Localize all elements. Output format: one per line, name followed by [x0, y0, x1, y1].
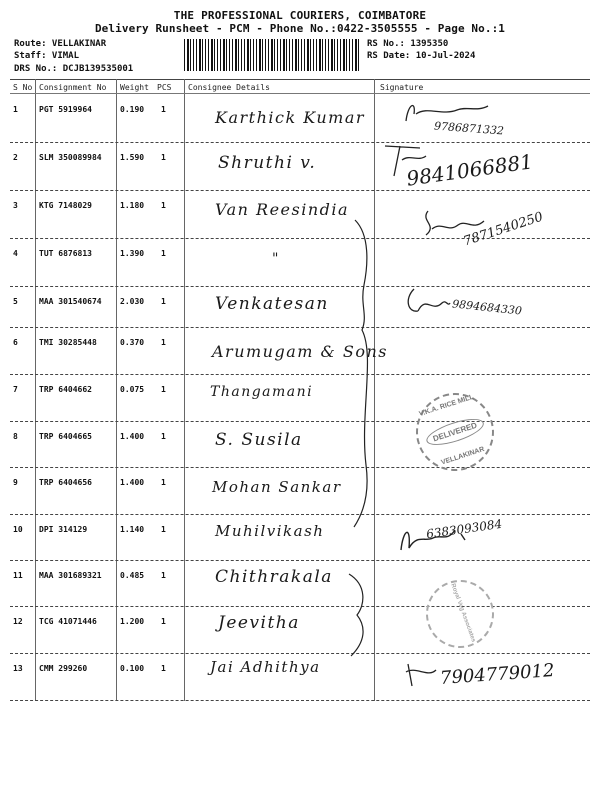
row-separator	[10, 421, 590, 422]
row-separator	[10, 190, 590, 191]
row-weight: 0.370	[120, 338, 145, 347]
row-sno: 1	[13, 105, 18, 114]
signature-phone: 9841066881	[404, 149, 535, 191]
row-sno: 5	[13, 297, 18, 306]
row-separator	[10, 467, 590, 468]
handwritten-brace-mark	[345, 570, 375, 660]
consignee-name: Chithrakala	[215, 567, 333, 587]
consignment-number: TUT 6876813	[39, 249, 92, 258]
signature-scribble	[395, 520, 475, 555]
row-weight: 0.485	[120, 571, 145, 580]
row-sno: 8	[13, 432, 18, 441]
signature-scribble	[402, 285, 452, 320]
consignment-number: TRP 6404665	[39, 432, 92, 441]
header-rule	[10, 93, 590, 94]
row-sno: 13	[13, 664, 23, 673]
consignee-name: S. Susila	[215, 430, 303, 450]
row-separator	[10, 606, 590, 607]
row-weight: 1.180	[120, 201, 145, 210]
signature-phone: 9894684330	[451, 297, 523, 318]
row-weight: 1.200	[120, 617, 145, 626]
consignment-number: MAA 301689321	[39, 571, 102, 580]
row-weight: 1.590	[120, 153, 145, 162]
row-separator	[10, 374, 590, 375]
row-pcs: 1	[161, 571, 166, 580]
column-divider	[35, 79, 36, 701]
stamp-text: Royal Veg Associates	[449, 582, 477, 644]
row-weight: 1.390	[120, 249, 145, 258]
consignee-name: Karthick Kumar	[215, 108, 365, 127]
rs-date: RS Date: 10-Jul-2024	[367, 51, 476, 61]
row-pcs: 1	[161, 249, 166, 258]
col-header-sno: S No	[13, 83, 33, 92]
row-separator	[10, 327, 590, 328]
handwritten-brace-mark	[350, 215, 380, 535]
signature-phone: 7871540250	[461, 209, 546, 250]
signature-phone: 9786871332	[433, 119, 505, 138]
row-sno: 12	[13, 617, 23, 626]
row-weight: 2.030	[120, 297, 145, 306]
consignment-number: PGT 5919964	[39, 105, 92, 114]
row-separator	[10, 560, 590, 561]
row-weight: 0.190	[120, 105, 145, 114]
row-sno: 9	[13, 478, 18, 487]
signature-scribble	[402, 96, 492, 126]
row-separator	[10, 286, 590, 287]
staff-label: Staff: VIMAL	[14, 51, 80, 61]
row-pcs: 1	[161, 153, 166, 162]
col-header-consignment: Consignment No	[39, 83, 107, 92]
row-pcs: 1	[161, 105, 166, 114]
column-divider	[184, 79, 185, 701]
row-sno: 7	[13, 385, 18, 394]
col-header-signature: Signature	[380, 83, 424, 92]
consignment-number: MAA 301540674	[39, 297, 102, 306]
row-pcs: 1	[161, 617, 166, 626]
row-sno: 3	[13, 201, 18, 210]
row-sno: 4	[13, 249, 18, 258]
consignment-number: CMM 299260	[39, 664, 88, 673]
consignee-name: Venkatesan	[215, 294, 329, 314]
row-pcs: 1	[161, 201, 166, 210]
consignment-number: TRP 6404662	[39, 385, 92, 394]
consignment-number: TRP 6404656	[39, 478, 92, 487]
row-weight: 0.075	[120, 385, 145, 394]
signature-phone: 6383093084	[425, 516, 503, 542]
row-separator	[10, 238, 590, 239]
drs-number: DRS No.: DCJB139535001	[14, 64, 134, 74]
row-pcs: 1	[161, 478, 166, 487]
col-header-consignee: Consignee Details	[188, 83, 270, 92]
row-weight: 0.100	[120, 664, 145, 673]
signature-scribble	[380, 140, 430, 180]
runsheet-subtitle: Delivery Runsheet - PCM - Phone No.:0422-3505555 - Page No.:1	[94, 22, 506, 35]
consignee-name: Jeevitha	[218, 613, 300, 633]
row-separator	[10, 142, 590, 143]
signature-scribble	[402, 660, 442, 690]
company-title: THE PROFESSIONAL COURIERS, COIMBATORE	[173, 9, 427, 22]
row-sno: 11	[13, 571, 23, 580]
consignee-name: Thangamani	[210, 384, 314, 400]
row-separator	[10, 653, 590, 654]
row-pcs: 1	[161, 385, 166, 394]
consignment-number: TMI 30285448	[39, 338, 97, 347]
row-weight: 1.140	[120, 525, 145, 534]
row-sno: 10	[13, 525, 23, 534]
consignment-number: SLM 350089984	[39, 153, 102, 162]
barcode	[184, 39, 359, 71]
row-weight: 1.400	[120, 432, 145, 441]
consignee-name: Shruthi v.	[218, 153, 317, 173]
stamp-center-text: DELIVERED	[424, 414, 487, 451]
col-header-pcs: PCS	[157, 83, 172, 92]
stamp-top-text: V.K.A. RICE MILL	[418, 393, 475, 418]
signature-scribble	[418, 203, 488, 243]
consignee-name: Arumugam & Sons	[212, 342, 388, 361]
row-pcs: 1	[161, 432, 166, 441]
signature-phone: 7904779012	[439, 660, 556, 689]
consignment-number: DPI 314129	[39, 525, 88, 534]
row-pcs: 1	[161, 297, 166, 306]
row-pcs: 1	[161, 338, 166, 347]
consignee-name: "	[272, 251, 280, 267]
rs-number: RS No.: 1395350	[367, 39, 449, 49]
col-header-weight: Weight	[120, 83, 149, 92]
row-sno: 2	[13, 153, 18, 162]
stamp-bottom-text: VELLAKINAR	[440, 445, 486, 467]
consignee-name: Muhilvikash	[215, 522, 325, 540]
consignment-number: TCG 41071446	[39, 617, 97, 626]
route-label: Route: VELLAKINAR	[14, 39, 107, 49]
row-separator	[10, 514, 590, 515]
consignee-name: Mohan Sankar	[212, 478, 342, 496]
column-divider	[116, 79, 117, 701]
row-pcs: 1	[161, 525, 166, 534]
row-sno: 6	[13, 338, 18, 347]
consignee-name: Jai Adhithya	[210, 658, 321, 676]
row-weight: 1.400	[120, 478, 145, 487]
row-separator	[10, 700, 590, 701]
consignee-name: Van Reesindia	[215, 200, 350, 219]
row-pcs: 1	[161, 664, 166, 673]
consignment-number: KTG 7148029	[39, 201, 92, 210]
